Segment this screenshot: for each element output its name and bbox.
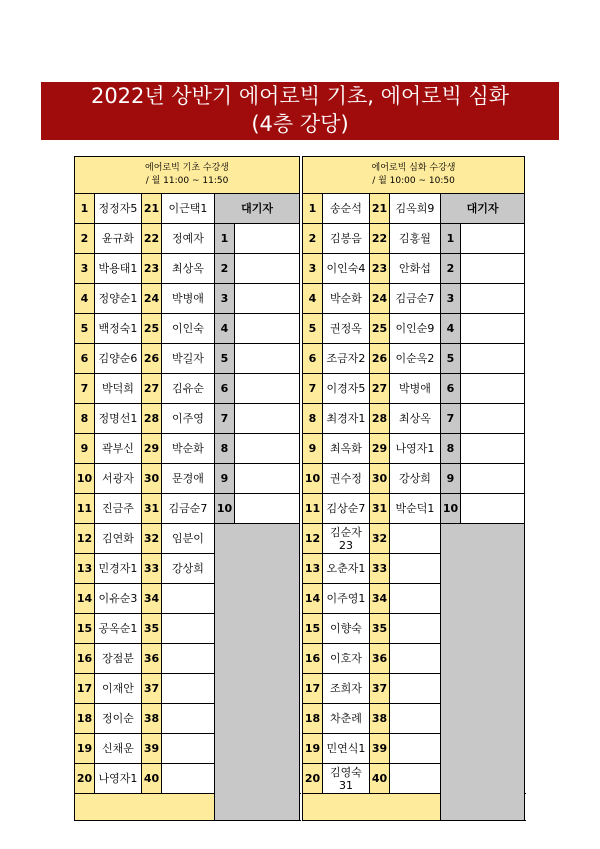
student-row <box>75 374 300 404</box>
student-name: 최경자1 <box>323 404 370 434</box>
student-row <box>75 464 300 494</box>
student-name: 박순덕1 <box>390 494 441 524</box>
student-name: 정정자5 <box>95 194 142 224</box>
student-name: 이인숙 <box>162 314 215 344</box>
waitlist-header: 대기자 <box>441 194 525 224</box>
student-name: 김상순7 <box>323 494 370 524</box>
student-row <box>75 494 300 524</box>
student-number: 9 <box>303 434 323 464</box>
waitlist-name <box>461 284 525 314</box>
waitlist-number: 10 <box>215 494 235 524</box>
student-name: 신채운 <box>95 734 142 764</box>
student-row <box>303 224 525 254</box>
student-number: 3 <box>303 254 323 284</box>
waitlist-number: 7 <box>215 404 235 434</box>
student-number: 8 <box>75 404 95 434</box>
student-name: 오춘자1 <box>323 554 370 584</box>
student-number: 23 <box>142 254 162 284</box>
student-number: 25 <box>142 314 162 344</box>
waitlist-number: 9 <box>441 464 461 494</box>
student-name: 이주영 <box>162 404 215 434</box>
student-number: 1 <box>75 194 95 224</box>
student-name: 김금순7 <box>162 494 215 524</box>
student-number: 28 <box>142 404 162 434</box>
waitlist-number: 2 <box>441 254 461 284</box>
student-name: 박병애 <box>390 374 441 404</box>
student-number: 23 <box>370 254 390 284</box>
student-name: 이순옥2 <box>390 344 441 374</box>
waitlist-name <box>235 464 300 494</box>
student-number: 33 <box>142 554 162 584</box>
waitlist-name <box>235 224 300 254</box>
waitlist-number: 6 <box>215 374 235 404</box>
student-name: 정이순 <box>95 704 142 734</box>
student-name <box>162 614 215 644</box>
student-number: 4 <box>75 284 95 314</box>
waitlist-number: 5 <box>441 344 461 374</box>
student-number: 5 <box>75 314 95 344</box>
student-number: 2 <box>303 224 323 254</box>
student-number: 7 <box>303 374 323 404</box>
student-name: 나영자1 <box>390 434 441 464</box>
waitlist-name <box>235 284 300 314</box>
student-number: 40 <box>370 764 390 794</box>
waitlist-number: 4 <box>215 314 235 344</box>
student-number: 3 <box>75 254 95 284</box>
student-number: 9 <box>75 434 95 464</box>
student-name: 김금순7 <box>390 284 441 314</box>
student-name: 박길자 <box>162 344 215 374</box>
student-name: 나영자1 <box>95 764 142 794</box>
student-name <box>162 704 215 734</box>
student-row <box>303 254 525 284</box>
student-name: 이인순9 <box>390 314 441 344</box>
student-row <box>75 254 300 284</box>
student-number: 32 <box>142 524 162 554</box>
student-name: 이향숙 <box>323 614 370 644</box>
student-name: 김유순 <box>162 374 215 404</box>
student-name: 박순화 <box>162 434 215 464</box>
student-name: 차춘례 <box>323 704 370 734</box>
student-number: 30 <box>370 464 390 494</box>
student-name: 민연식1 <box>323 734 370 764</box>
student-number: 19 <box>75 734 95 764</box>
student-name: 김연화 <box>95 524 142 554</box>
student-number: 31 <box>370 494 390 524</box>
title-line2: (4층 강당) <box>251 112 349 136</box>
student-name: 서광자 <box>95 464 142 494</box>
student-name: 박순화 <box>323 284 370 314</box>
student-number: 29 <box>370 434 390 464</box>
student-name: 박병애 <box>162 284 215 314</box>
student-number: 15 <box>303 614 323 644</box>
student-name: 이호자 <box>323 644 370 674</box>
student-row <box>75 284 300 314</box>
waitlist-number: 3 <box>215 284 235 314</box>
student-number: 12 <box>303 524 323 554</box>
student-number: 38 <box>142 704 162 734</box>
student-name: 이주영1 <box>323 584 370 614</box>
student-number: 26 <box>142 344 162 374</box>
waitlist-name <box>461 404 525 434</box>
student-name: 윤규화 <box>95 224 142 254</box>
waitlist-number: 3 <box>441 284 461 314</box>
advanced-class-table <box>302 156 525 821</box>
student-name: 최상옥 <box>390 404 441 434</box>
student-number: 30 <box>142 464 162 494</box>
student-name <box>162 734 215 764</box>
waitlist-number: 2 <box>215 254 235 284</box>
student-number: 24 <box>142 284 162 314</box>
student-name: 박용태1 <box>95 254 142 284</box>
student-number: 6 <box>75 344 95 374</box>
student-number: 12 <box>75 524 95 554</box>
student-name: 정명선1 <box>95 404 142 434</box>
waitlist-name <box>235 374 300 404</box>
student-name: 장점분 <box>95 644 142 674</box>
table-header <box>75 157 300 194</box>
student-number: 33 <box>370 554 390 584</box>
title-banner <box>41 82 559 140</box>
footer-cell <box>303 794 441 821</box>
student-name: 김양순6 <box>95 344 142 374</box>
student-number: 39 <box>370 734 390 764</box>
student-name: 송순석 <box>323 194 370 224</box>
student-name <box>162 674 215 704</box>
student-name <box>390 764 441 794</box>
student-name: 진금주 <box>95 494 142 524</box>
student-row <box>75 224 300 254</box>
student-number: 7 <box>75 374 95 404</box>
student-row <box>303 404 525 434</box>
student-number: 27 <box>142 374 162 404</box>
footer-cell <box>75 794 215 821</box>
student-name: 조금자2 <box>323 344 370 374</box>
student-number: 18 <box>75 704 95 734</box>
waitlist-number: 9 <box>215 464 235 494</box>
student-number: 20 <box>303 764 323 794</box>
student-number: 11 <box>75 494 95 524</box>
student-number: 5 <box>303 314 323 344</box>
student-number: 36 <box>370 644 390 674</box>
student-number: 22 <box>370 224 390 254</box>
student-number: 35 <box>370 614 390 644</box>
waitlist-number: 1 <box>215 224 235 254</box>
header-title: 에어로빅 기초 수강생 <box>145 163 229 173</box>
student-number: 24 <box>370 284 390 314</box>
waitlist-number: 6 <box>441 374 461 404</box>
student-name <box>390 554 441 584</box>
student-row <box>75 404 300 434</box>
waitlist-number: 5 <box>215 344 235 374</box>
waitlist-number: 8 <box>215 434 235 464</box>
student-row <box>303 284 525 314</box>
student-name <box>162 764 215 794</box>
student-number: 39 <box>142 734 162 764</box>
waitlist-name <box>461 314 525 344</box>
waitlist-name <box>235 434 300 464</box>
student-name: 문경애 <box>162 464 215 494</box>
student-name: 백정숙1 <box>95 314 142 344</box>
waitlist-name <box>461 254 525 284</box>
student-row <box>303 434 525 464</box>
waitlist-name <box>461 224 525 254</box>
student-number: 21 <box>370 194 390 224</box>
header-schedule: / 월 10:00 ~ 10:50 <box>372 176 455 186</box>
basic-class-table <box>74 156 300 821</box>
student-name: 정양순1 <box>95 284 142 314</box>
student-name: 이재안 <box>95 674 142 704</box>
student-name: 최상옥 <box>162 254 215 284</box>
waitlist-name <box>235 254 300 284</box>
student-name: 민경자1 <box>95 554 142 584</box>
student-name <box>390 644 441 674</box>
student-number: 32 <box>370 524 390 554</box>
student-number: 4 <box>303 284 323 314</box>
student-name: 김영숙 31 <box>323 764 370 794</box>
student-row <box>303 494 525 524</box>
student-row <box>75 524 300 554</box>
student-number: 17 <box>303 674 323 704</box>
student-row <box>75 194 300 224</box>
student-name <box>390 674 441 704</box>
waitlist-number: 1 <box>441 224 461 254</box>
student-row <box>303 194 525 224</box>
header-title: 에어로빅 심화 수강생 <box>371 163 456 173</box>
student-number: 31 <box>142 494 162 524</box>
student-name: 김옥희9 <box>390 194 441 224</box>
student-row <box>303 374 525 404</box>
waitlist-name <box>235 404 300 434</box>
student-number: 1 <box>303 194 323 224</box>
waitlist-name <box>235 314 300 344</box>
student-number: 10 <box>75 464 95 494</box>
student-name: 임분이 <box>162 524 215 554</box>
student-name: 강상희 <box>162 554 215 584</box>
student-number: 18 <box>303 704 323 734</box>
student-number: 37 <box>142 674 162 704</box>
student-number: 40 <box>142 764 162 794</box>
student-number: 13 <box>303 554 323 584</box>
student-number: 27 <box>370 374 390 404</box>
student-number: 35 <box>142 614 162 644</box>
student-name: 이유순3 <box>95 584 142 614</box>
student-name <box>162 584 215 614</box>
student-number: 26 <box>370 344 390 374</box>
student-name: 안화섭 <box>390 254 441 284</box>
waitlist-name <box>235 344 300 374</box>
student-name <box>390 704 441 734</box>
student-name <box>390 584 441 614</box>
student-name: 최옥화 <box>323 434 370 464</box>
student-name: 공옥순1 <box>95 614 142 644</box>
student-number: 6 <box>303 344 323 374</box>
student-name: 박덕희 <box>95 374 142 404</box>
student-row <box>75 314 300 344</box>
student-name <box>390 524 441 554</box>
student-number: 14 <box>75 584 95 614</box>
student-name <box>390 614 441 644</box>
student-name: 권수정 <box>323 464 370 494</box>
waitlist-filler <box>441 524 525 821</box>
waitlist-number: 10 <box>441 494 461 524</box>
waitlist-filler <box>215 524 300 821</box>
student-row <box>303 344 525 374</box>
student-number: 20 <box>75 764 95 794</box>
student-row <box>303 314 525 344</box>
student-name <box>390 734 441 764</box>
student-name: 김봉음 <box>323 224 370 254</box>
waitlist-name <box>235 494 300 524</box>
student-number: 17 <box>75 674 95 704</box>
student-number: 22 <box>142 224 162 254</box>
student-number: 14 <box>303 584 323 614</box>
student-number: 28 <box>370 404 390 434</box>
waitlist-number: 7 <box>441 404 461 434</box>
student-name: 김순자 23 <box>323 524 370 554</box>
waitlist-number: 4 <box>441 314 461 344</box>
waitlist-name <box>461 464 525 494</box>
student-number: 34 <box>142 584 162 614</box>
student-number: 2 <box>75 224 95 254</box>
waitlist-name <box>461 374 525 404</box>
student-number: 19 <box>303 734 323 764</box>
student-number: 15 <box>75 614 95 644</box>
waitlist-number: 8 <box>441 434 461 464</box>
table-header <box>303 157 525 194</box>
student-number: 25 <box>370 314 390 344</box>
student-name <box>162 644 215 674</box>
student-row <box>303 464 525 494</box>
student-number: 16 <box>303 644 323 674</box>
student-name: 이인숙4 <box>323 254 370 284</box>
student-name: 곽부신 <box>95 434 142 464</box>
waitlist-name <box>461 344 525 374</box>
student-name: 이경자5 <box>323 374 370 404</box>
waitlist-name <box>461 434 525 464</box>
student-number: 29 <box>142 434 162 464</box>
student-number: 11 <box>303 494 323 524</box>
student-name: 이근택1 <box>162 194 215 224</box>
student-number: 8 <box>303 404 323 434</box>
student-row <box>75 344 300 374</box>
student-name: 조희자 <box>323 674 370 704</box>
student-number: 13 <box>75 554 95 584</box>
student-number: 16 <box>75 644 95 674</box>
student-number: 34 <box>370 584 390 614</box>
student-name: 강상희 <box>390 464 441 494</box>
student-name: 정예자 <box>162 224 215 254</box>
student-name: 권정옥 <box>323 314 370 344</box>
student-row <box>75 434 300 464</box>
student-number: 37 <box>370 674 390 704</box>
waitlist-name <box>461 494 525 524</box>
student-name: 김홍월 <box>390 224 441 254</box>
student-row <box>303 524 525 554</box>
title-line1: 2022년 상반기 에어로빅 기초, 에어로빅 심화 <box>90 84 510 108</box>
student-number: 10 <box>303 464 323 494</box>
student-number: 36 <box>142 644 162 674</box>
header-schedule: / 월 11:00 ~ 11:50 <box>145 176 229 186</box>
student-number: 21 <box>142 194 162 224</box>
waitlist-header: 대기자 <box>215 194 300 224</box>
student-number: 38 <box>370 704 390 734</box>
